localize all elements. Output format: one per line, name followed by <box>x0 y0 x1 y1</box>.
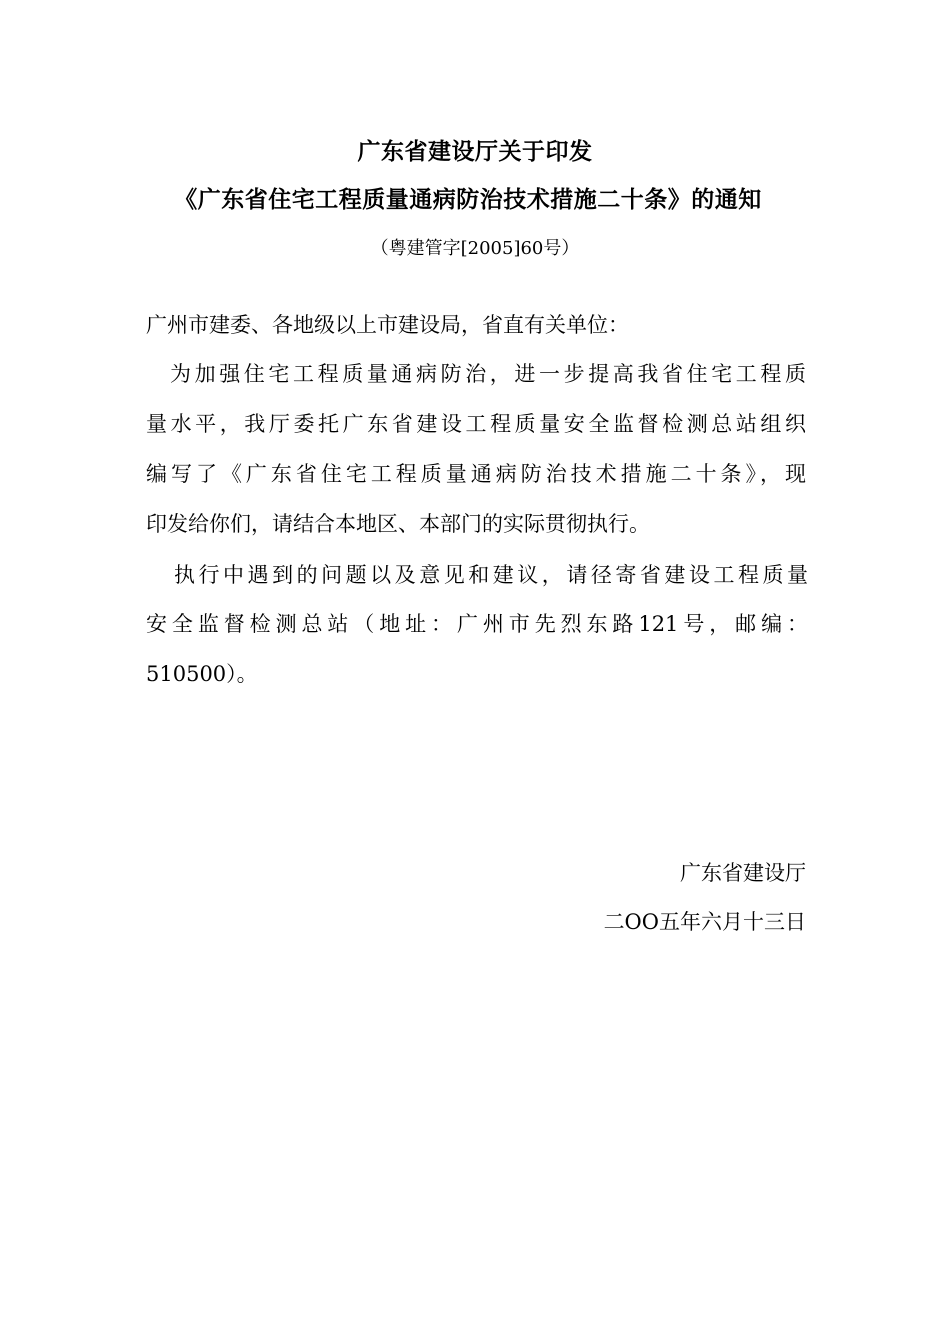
document-title-line-2: 《广东省住宅工程质量通病防治技术措施二十条》的通知 <box>174 186 762 213</box>
paragraph-1-line-1: 为加强住宅工程质量通病防治，进一步提高我省住宅工程质 <box>170 362 806 386</box>
signature-organization: 广东省建设厅 <box>680 861 806 885</box>
document-title-line-1: 广东省建设厅关于印发 <box>357 138 593 165</box>
paragraph-1-line-4: 印发给你们，请结合本地区、本部门的实际贯彻执行。 <box>146 512 650 536</box>
paragraph-1-line-2: 量水平，我厅委托广东省建设工程质量安全监督检测总站组织 <box>146 412 806 436</box>
document-number: （粤建管字[2005]60号） <box>370 238 580 259</box>
signature-date: 二OO五年六月十三日 <box>603 910 806 934</box>
paragraph-1-line-3: 编写了《广东省住宅工程质量通病防治技术措施二十条》，现 <box>146 462 806 486</box>
addressee-line: 广州市建委、各地级以上市建设局，省直有关单位： <box>146 313 629 337</box>
paragraph-2-line-2: 安全监督检测总站（地址：广州市先烈东路121号，邮编： <box>146 612 808 636</box>
paragraph-2-line-1: 执行中遇到的问题以及意见和建议，请径寄省建设工程质量 <box>174 563 808 587</box>
paragraph-2-line-3: 510500）。 <box>146 662 258 686</box>
